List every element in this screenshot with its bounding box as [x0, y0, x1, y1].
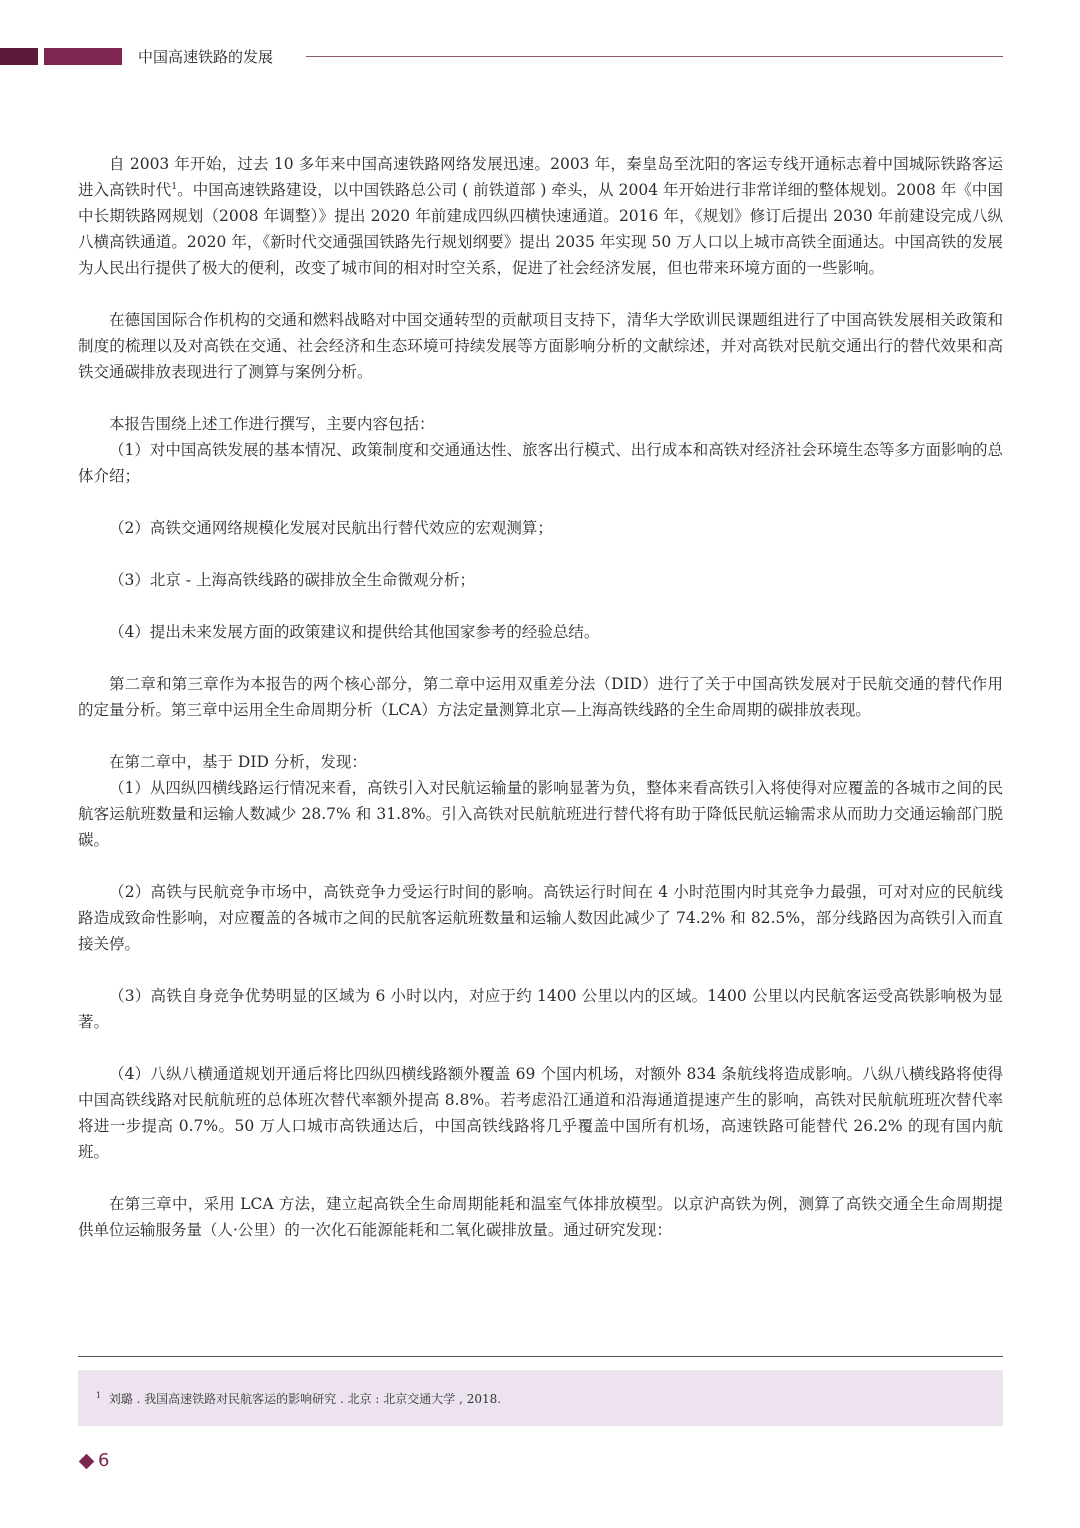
header-accent-bar: [44, 48, 122, 65]
body-text: [78, 151, 1003, 1243]
list-item: （4）提出未来发展方面的政策建议和提供给其他国家参考的经验总结。: [109, 623, 600, 641]
running-header-title: 中国高速铁路的发展: [138, 48, 274, 66]
footnote-ref[interactable]: 1: [171, 182, 178, 192]
list-item: （2）高铁交通网络规模化发展对民航出行替代效应的宏观测算；: [109, 519, 553, 537]
paragraph-contents-intro: 本报告围绕上述工作进行撰写，主要内容包括：: [109, 415, 435, 433]
header-accent-bar-dark: [0, 48, 38, 65]
list-item: （1）对中国高铁发展的基本情况、政策制度和交通通达性、旅客出行模式、出行成本和高铁对经济社会环境生态等多方面影响的总体介绍；: [78, 441, 1003, 485]
list-item: （3）北京 - 上海高铁线路的碳排放全生命微观分析；: [109, 571, 475, 589]
paragraph-intro: 自 2003 年开始，过去 10 多年来中国高速铁路网络发展迅速。2003 年，秦皇岛至沈阳的客运专线开通标志着中国城际铁路客运进入高铁时代$^1$。中国高速铁路建设，以中国铁路总公司 ( 前铁道部 ) 牵头，从 2004 年开始进行非常详细的整体规划。2008 年《中国中长期铁路网规划（2008 年调整）》提出 2020 年前建成四纵四横快速通道。2016 年，《规划》修订后提出 2030 年前建设完成八纵八横高铁通道。2020 年，《新时代交通强国铁路先行规划纲要》提出 2035 年实现 50 万人口以上城市高铁全面通达。中国高铁的发展为人民出行提供了极大的便利，改变了城市间的相对时空关系，促进了社会经济发展，但也带来环境方面的一些影响。: [78, 155, 1003, 277]
footnote-rule: [78, 1356, 1003, 1357]
finding-item: （2）高铁与民航竞争市场中，高铁竞争力受运行时间的影响。高铁运行时间在 4 小时范围内时其竞争力最强，可对对应的民航线路造成致命性影响，对应覆盖的各城市之间的民航客运航班数量和运输人数因此减少了 74.2% 和 82.5%，部分线路因为高铁引入而直接关停。: [78, 883, 1003, 953]
finding-item: （3）高铁自身竞争优势明显的区域为 6 小时以内，对应于约 1400 公里以内的区域。1400 公里以内民航客运受高铁影响极为显著。: [78, 987, 1003, 1031]
paragraph-project: 在德国国际合作机构的交通和燃料战略对中国交通转型的贡献项目支持下，清华大学欧训民课题组进行了中国高铁发展相关政策和制度的梳理以及对高铁在交通、社会经济和生态环境可持续发展等方面影响分析的文献综述，并对高铁对民航交通出行的替代效果和高铁交通碳排放表现进行了测算与案例分析。: [78, 311, 1003, 381]
page-number: 6: [98, 1450, 110, 1471]
finding-item: （4）八纵八横通道规划开通后将比四纵四横线路额外覆盖 69 个国内机场，对额外 834 条航线将造成影响。八纵八横线路将使得中国高铁线路对民航航班的总体班次替代率额外提高 8.8%。若考虑沿江通道和沿海通道提速产生的影响，高铁对民航航班班次替代率将进一步提高 0.7%。50 万人口城市高铁通达后，中国高铁线路将几乎覆盖中国所有机场，高速铁路可能替代 26.2% 的现有国内航班。: [78, 1065, 1003, 1161]
paragraph-chapter2-intro: 在第二章中，基于 DID 分析，发现：: [109, 753, 367, 771]
finding-item: （1）从四纵四横线路运行情况来看，高铁引入对民航运输量的影响显著为负，整体来看高铁引入将使得对应覆盖的各城市之间的民航客运航班数量和运输人数减少 28.7% 和 31.8%。引入高铁对民航航班进行替代将有助于降低民航运输需求从而助力交通运输部门脱碳。: [78, 779, 1003, 849]
footnote-text: $^1$ 刘璐 . 我国高速铁路对民航客运的影响研究 . 北京 : 北京交通大学 , 2018.: [96, 1391, 502, 1406]
paragraph-core-chapters: 第二章和第三章作为本报告的两个核心部分，第二章中运用双重差分法（DID）进行了关于中国高铁发展对于民航交通的替代作用的定量分析。第三章中运用全生命周期分析（LCA）方法定量测算北京—上海高铁线路的全生命周期的碳排放表现。: [78, 675, 1003, 719]
diamond-icon: [79, 1454, 95, 1470]
paragraph-chapter3-intro: 在第三章中，采用 LCA 方法，建立起高铁全生命周期能耗和温室气体排放模型。以京沪高铁为例，测算了高铁交通全生命周期提供单位运输服务量（人·公里）的一次化石能源能耗和二氧化碳排放量。通过研究发现：: [78, 1195, 1003, 1239]
header-rule: [306, 56, 1003, 57]
